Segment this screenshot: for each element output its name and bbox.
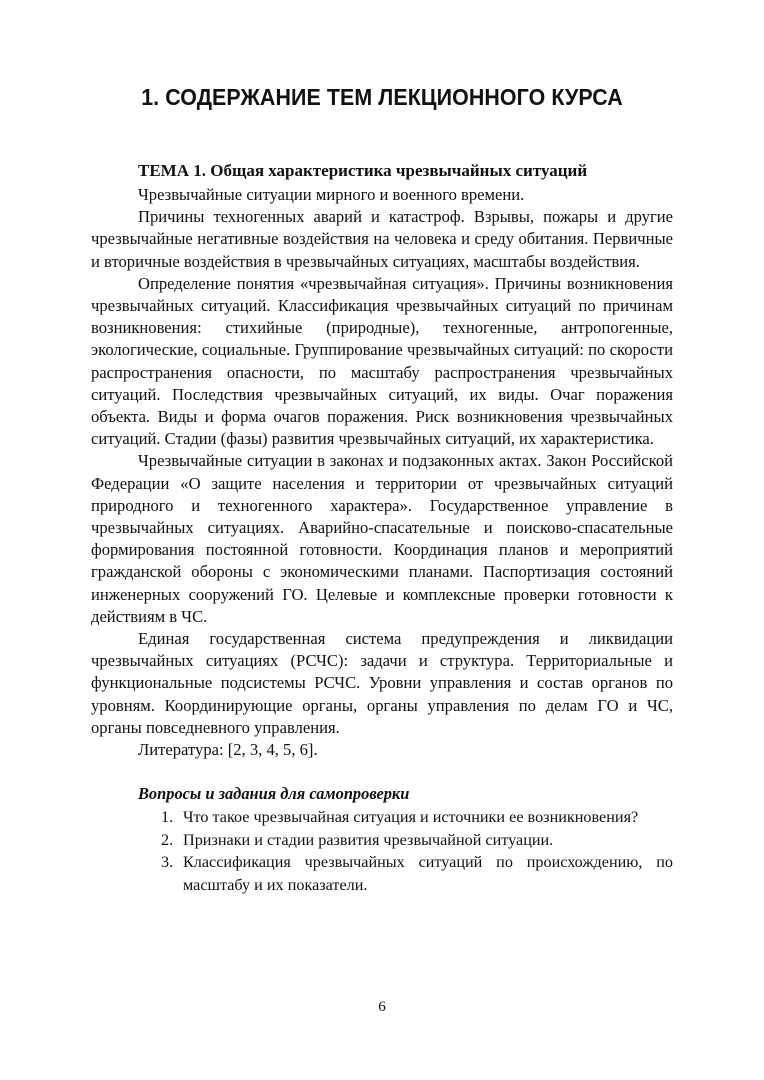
list-item-number: 3. <box>161 853 174 872</box>
list-item-text: Классификация чрезвычайных ситуаций по происхождению, по масштабу и их показатели. <box>183 853 673 895</box>
paragraph: Чрезвычайные ситуации мирного и военного времени. <box>138 185 525 204</box>
list-item <box>91 829 673 852</box>
list-item-number: 1. <box>161 808 174 827</box>
references-line: Литература: [2, 3, 4, 5, 6]. <box>138 740 318 760</box>
list-item <box>91 806 673 829</box>
topic-section <box>91 160 673 897</box>
list-item-number: 2. <box>161 830 174 849</box>
paragraph: Единая государственная система предупреждения и ликвидации чрезвычайных ситуациях (РСЧС): задачи и структура. Территориальные и функциональные подсистемы РСЧС. Уровни управления и состав органов по уровням. Координирующие органы, органы управления по делам ГО и ЧС, органы повседневного управления. <box>91 629 673 737</box>
topic-title: ТЕМА 1. Общая характеристика чрезвычайных ситуаций <box>138 161 588 180</box>
list-item <box>91 851 673 896</box>
questions-title: Вопросы и задания для самопроверки <box>138 784 410 804</box>
list-item-text: Признаки и стадии развития чрезвычайной ситуации. <box>183 830 554 849</box>
paragraph: Чрезвычайные ситуации в законах и подзаконных актах. Закон Российской Федерации «О защите населения и территории от чрезвычайных ситуаций природного и техногенного характера». Государственное управление в чрезвычайных ситуациях. Аварийно-спасательные и поисково-спасательные формирования постоянной готовности. Координация планов и мероприятий гражданской обороны с экономическими планами. Паспортизация состояний инженерных сооружений ГО. Целевые и комплексные проверки готовности к действиям в ЧС. <box>91 451 673 626</box>
paragraph: Причины техногенных аварий и катастроф. Взрывы, пожары и другие чрезвычайные негативные воздействия на человека и среду обитания. Первичные и вторичные воздействия в чрезвычайных ситуациях, масштабы воздействия. <box>91 207 673 271</box>
paragraph: Определение понятия «чрезвычайная ситуация». Причины возникновения чрезвычайных ситуаций. Классификация чрезвычайных ситуаций по причинам возникновения: стихийные (природные), техногенные, антропогенные, экологические, социальные. Группирование чрезвычайных ситуаций: по скорости распространения опасности, по масштабу распространения чрезвычайных ситуаций. Последствия чрезвычайных ситуаций, их виды. Очаг поражения объекта. Виды и форма очагов поражения. Риск возникновения чрезвычайных ситуаций. Стадии (фазы) развития чрезвычайных ситуаций, их характеристика. <box>91 273 673 449</box>
list-item-text: Что такое чрезвычайная ситуация и источники ее возникновения? <box>183 808 639 827</box>
chapter-title: 1. СОДЕРЖАНИЕ ТЕМ ЛЕКЦИОННОГО КУРСА <box>141 84 623 110</box>
page-number: 6 <box>378 999 386 1015</box>
questions-list <box>91 806 673 896</box>
